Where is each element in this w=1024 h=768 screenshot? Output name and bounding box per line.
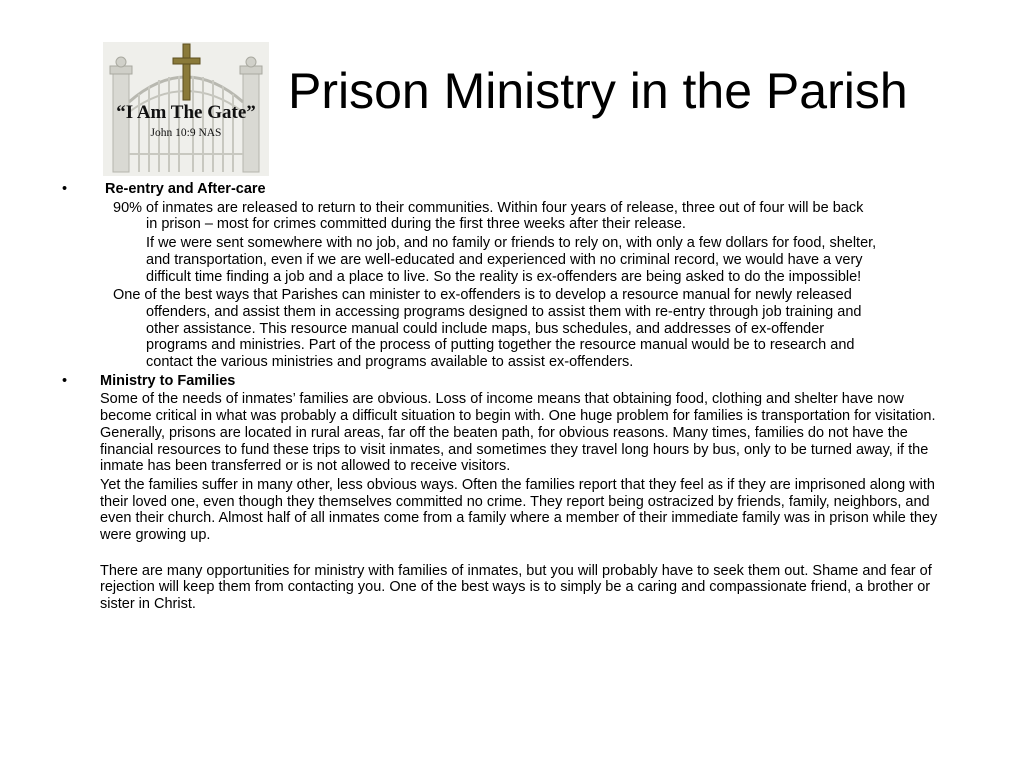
paragraph: 90% of inmates are released to return to their communities. Within four years of release, three out of four will be back in prison – most for crimes committed during the first three weeks after their release. xyxy=(113,199,864,233)
bullet-icon: • xyxy=(62,372,68,389)
bullet-heading: Ministry to Families xyxy=(100,372,236,389)
bullet-families xyxy=(0,373,1024,613)
paragraph: If we were sent somewhere with no job, and no family or friends to rely on, with only a few dollars for food, shelter, and transportation, even if we are well-educated and experienced with no criminal record, we would have a very difficult time finding a job and a place to live. So the reality is ex-offenders are being asked to do the impossible! xyxy=(146,235,877,285)
logo-reference: John 10:9 NAS xyxy=(150,127,222,139)
bullet-icon: • xyxy=(62,181,68,197)
slide-body xyxy=(0,181,1024,613)
paragraph: Yet the families suffer in many other, less obvious ways. Often the families report that they feel as if they are imprisoned along with their loved one, even though they themselves committed no crime. They report being ostracized by friends, family, neighbors, and even their church. Almost half of all inmates come from a family where a member of their immediate family was in prison while they were growing up. xyxy=(100,476,938,544)
bullet-heading: Re-entry and After-care xyxy=(105,181,266,197)
paragraph: There are many opportunities for ministry with families of inmates, but you will probably have to seek them out. Shame and fear of rejection will keep them from contacting you. One of the best ways is to simply be a caring and compassionate friend, a brother or sister in Christ. xyxy=(100,562,932,613)
slide-title: Prison Ministry in the Parish xyxy=(288,63,908,119)
gate-logo xyxy=(103,42,269,176)
bullet-reentry xyxy=(0,181,1024,371)
logo-quote: “I Am The Gate” xyxy=(116,102,256,123)
paragraph: Some of the needs of inmates’ families are obvious. Loss of income means that obtaining food, clothing and shelter have now become critical in what was probably a difficult situation to begin with. One huge problem for families is transportation for visitation. Generally, prisons are located in rural areas, far off the beaten path, for obvious reasons. Many times, families do not have the financial resources to fund these trips to visit inmates, and sometimes they travel long hours by bus, only to be turned away, if the inmate has been transferred or is not allowed to receive visitors. xyxy=(100,391,936,475)
paragraph: One of the best ways that Parishes can minister to ex-offenders is to develop a resource manual for newly released offenders, and assist them in accessing programs designed to assist them with re-entry through job training and other assistance. This resource manual could include maps, bus schedules, and addresses of ex-offender programs and ministries. Part of the process of putting together the resource manual would be to research and contact the various ministries and programs available to assist ex-offenders. xyxy=(113,287,862,371)
